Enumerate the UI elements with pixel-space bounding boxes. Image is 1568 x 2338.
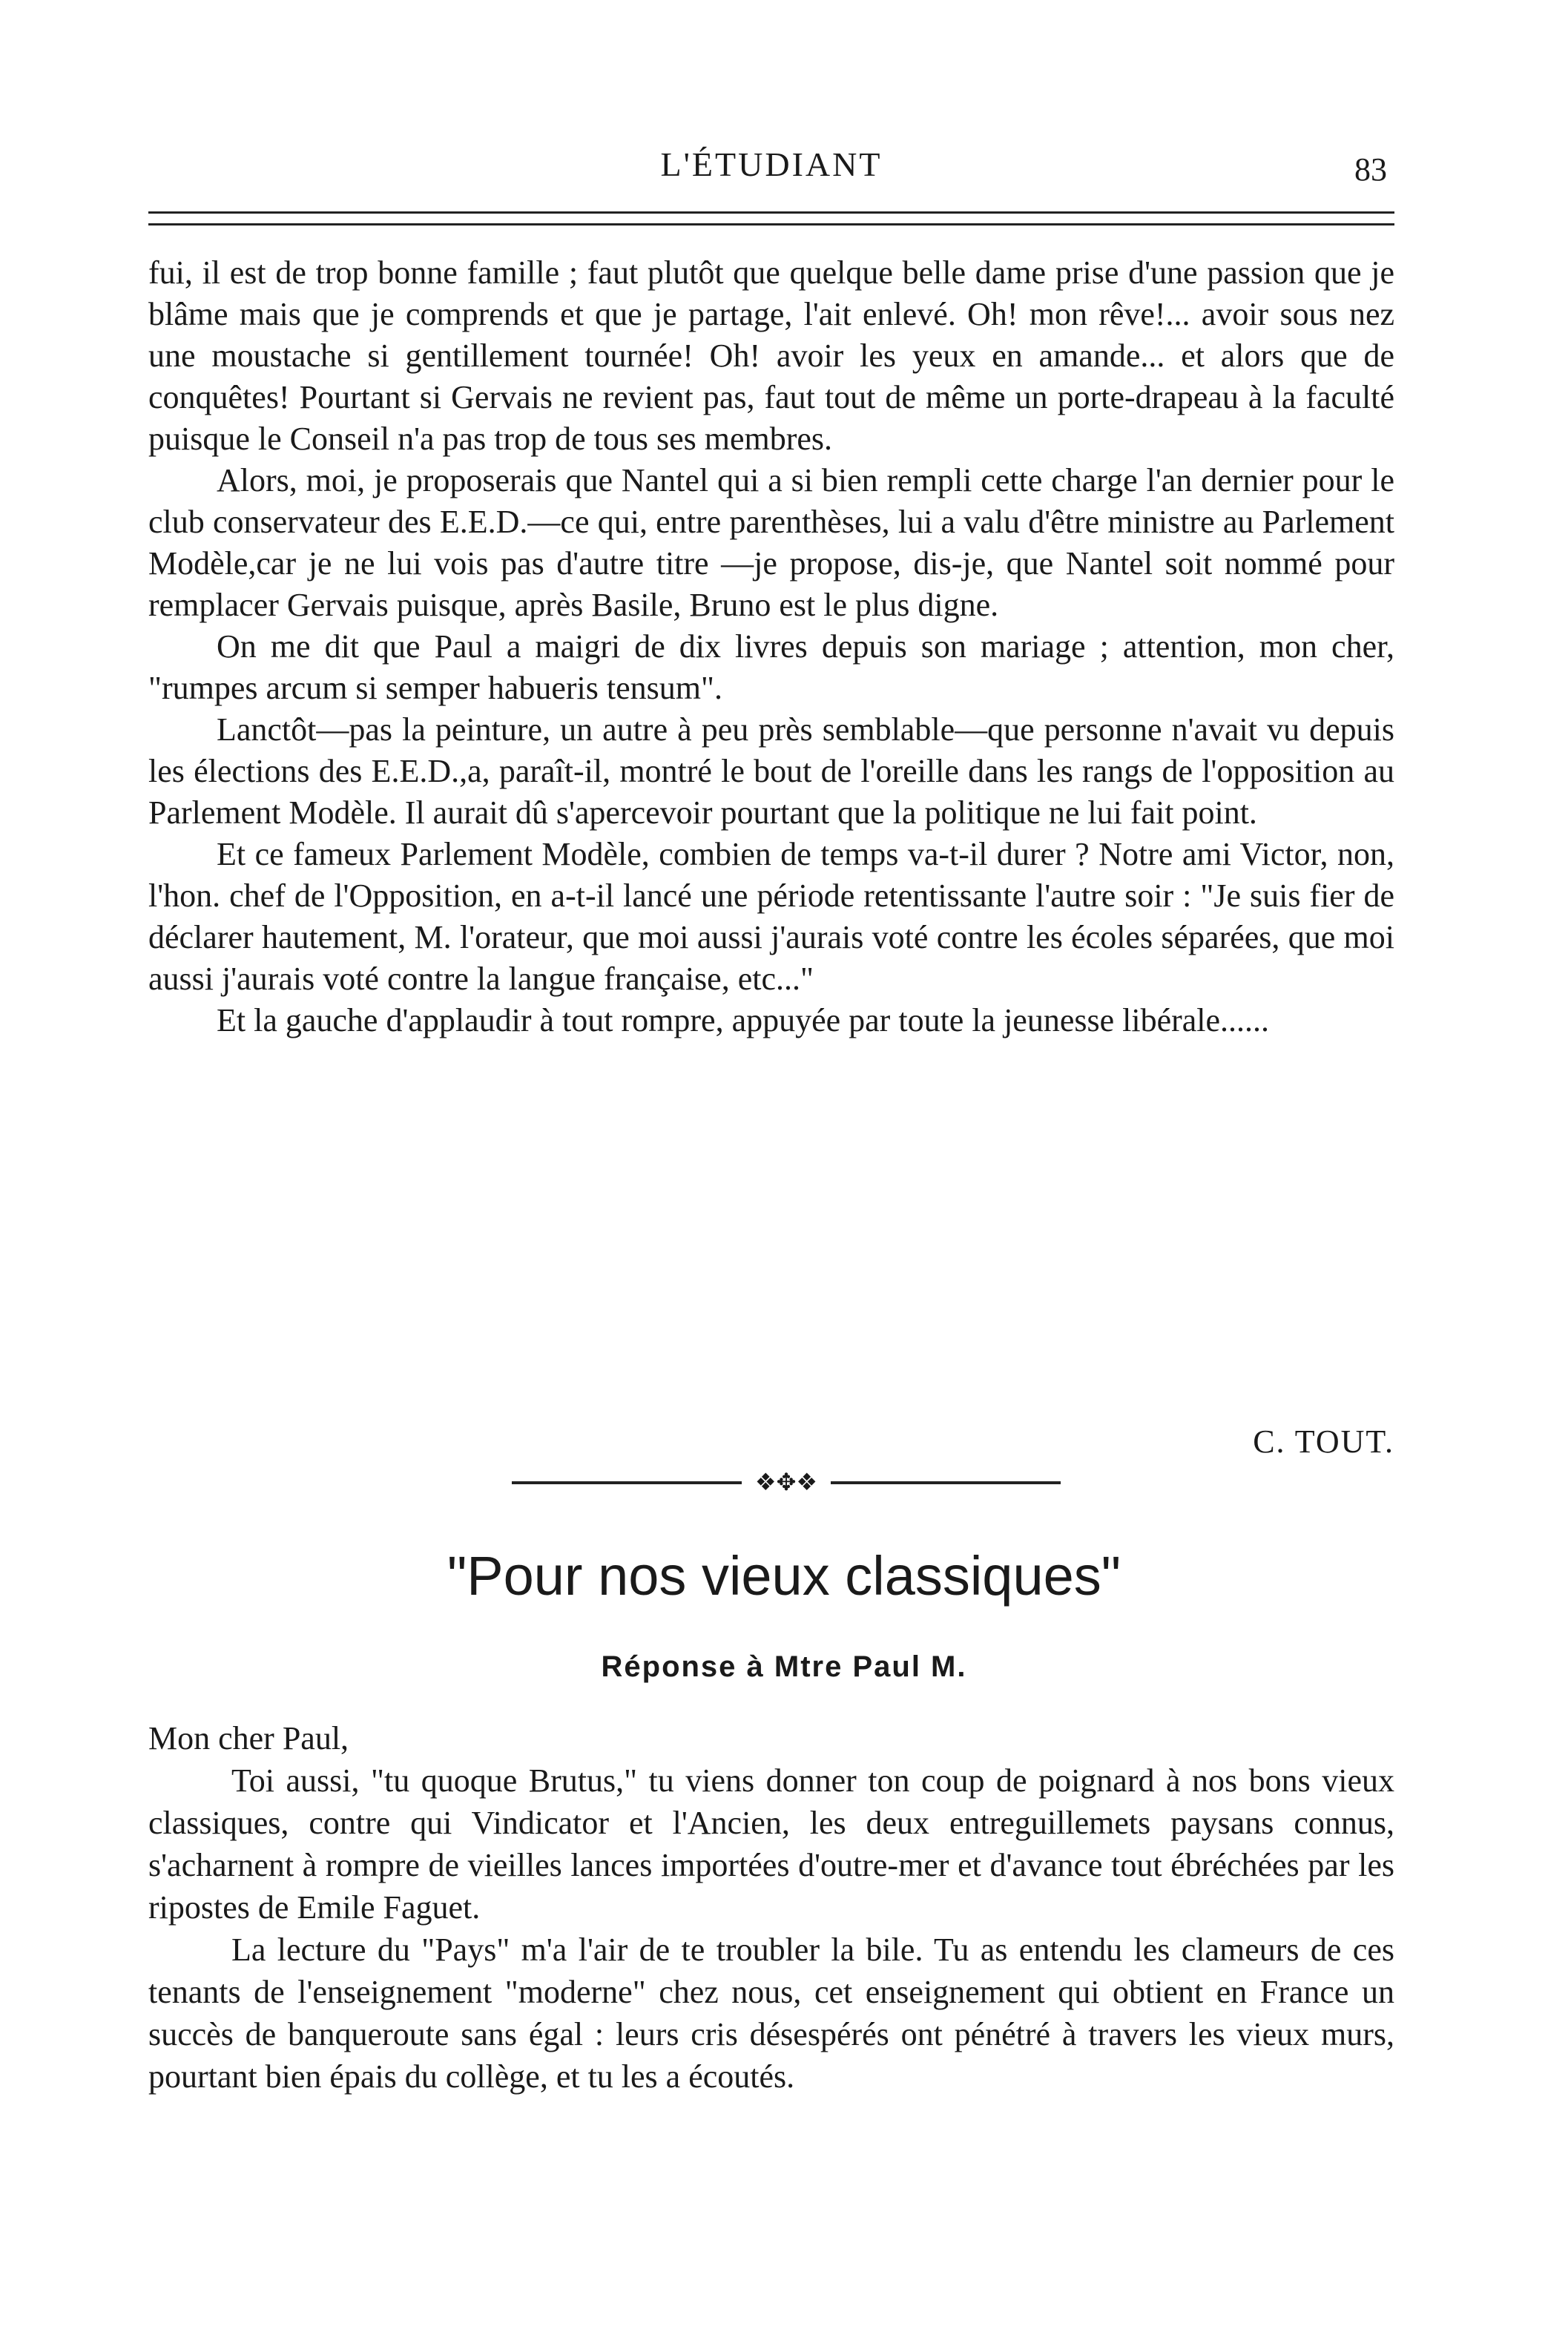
article-paragraph: Et la gauche d'applaudir à tout rompre, appuyée par toute la jeunesse libérale...... bbox=[217, 1002, 1270, 1038]
article-body bbox=[148, 252, 1394, 1041]
fleuron-icon: ❖✥❖ bbox=[742, 1467, 831, 1497]
letter-paragraph: La lecture du "Pays" m'a l'air de te troubler la bile. Tu as entendu les clameurs de ces tenants de l'enseignement "moderne" chez nous, cet enseignement qui obtient en France un succès de banqueroute sans égal : leurs cris désespérés ont pénétré à travers les vieux murs, pourtant bien épais du collège, et tu les a écoutés. bbox=[148, 1932, 1394, 2095]
section-subtitle: Réponse à Mtre Paul M. bbox=[601, 1650, 967, 1683]
article-signature: C. TOUT. bbox=[1253, 1423, 1394, 1460]
letter-salutation: Mon cher Paul, bbox=[148, 1720, 349, 1756]
running-title: L'ÉTUDIANT bbox=[660, 145, 883, 183]
article-paragraph: Et ce fameux Parlement Modèle, combien de temps va-t-il durer ? Notre ami Victor, non, l'hon. chef de l'Opposition, en a-t-il lancé une période retentissante l'autre soir : "Je suis fier de déclarer hautement, M. l'orateur, que moi aussi j'aurais voté contre les écoles séparées, que moi aussi j'aurais voté contre la langue française, etc..." bbox=[148, 836, 1394, 997]
article-paragraph: Lanctôt—pas la peinture, un autre à peu près semblable—que personne n'avait vu depuis les élections des E.E.D.,a, paraît-il, montré le bout de l'oreille dans les rangs de l'opposition au Parlement Modèle. Il aurait dû s'apercevoir pourtant que la politique ne lui fait point. bbox=[148, 711, 1394, 831]
letter-body bbox=[148, 1717, 1394, 2098]
article-paragraph: Alors, moi, je proposerais que Nantel qui a si bien rempli cette charge l'an dernier pour le club conservateur des E.E.D.—ce qui, entre parenthèses, lui a valu d'être ministre au Parlement Modèle,car je ne lui vois pas d'autre titre —je propose, dis-je, que Nantel soit nommé pour remplacer Gervais puisque, après Basile, Bruno est le plus digne. bbox=[148, 462, 1394, 623]
page-number: 83 bbox=[1354, 151, 1387, 188]
header-rule-top bbox=[148, 211, 1394, 214]
running-head bbox=[148, 145, 1394, 189]
section-title: "Pour nos vieux classiques" bbox=[447, 1545, 1121, 1607]
article-paragraph: On me dit que Paul a maigri de dix livres depuis son mariage ; attention, mon cher, "rumpes arcum si semper habueris tensum". bbox=[148, 628, 1394, 706]
article-paragraph: fui, il est de trop bonne famille ; faut plutôt que quelque belle dame prise d'une passion que je blâme mais que je comprends et que je partage, l'ait enlevé. Oh! mon rêve!... avoir sous nez une moustache si gentillement tournée! Oh! avoir les yeux en amande... et alors que de conquêtes! Pourtant si Gervais ne revient pas, faut tout de même un porte-drapeau à la faculté puisque le Conseil n'a pas trop de tous ses membres. bbox=[148, 254, 1394, 457]
section-divider bbox=[512, 1467, 1061, 1497]
header-rule-bottom bbox=[148, 223, 1394, 225]
letter-paragraph: Toi aussi, "tu quoque Brutus," tu viens donner ton coup de poignard à nos bons vieux classiques, contre qui Vindicator et l'Ancien, les deux entreguillemets paysans connus, s'acharnent à rompre de vieilles lances importées d'outre-mer et d'avance tout ébréchées par les ripostes de Emile Faguet. bbox=[148, 1762, 1394, 1926]
